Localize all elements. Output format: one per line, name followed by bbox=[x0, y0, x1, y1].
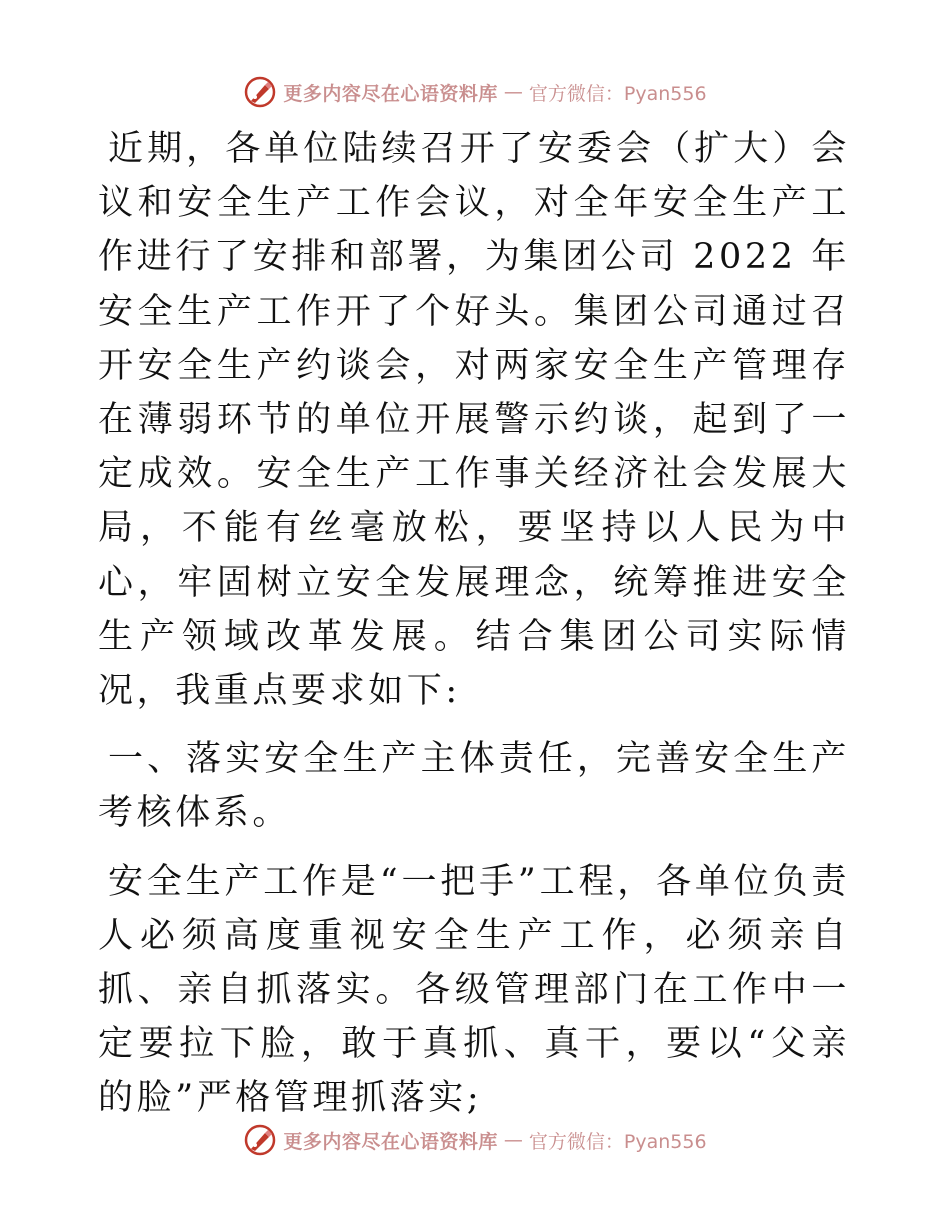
paragraph-intro: 近期，各单位陆续召开了安委会（扩大）会议和安全生产工作会议，对全年安全生产工作进行了安排和部署，为集团公司 2022 年安全生产工作开了个好头。集团公司通过召开安全生产约谈会，对两家安全生产管理存在薄弱环节的单位开展警示约谈，起到了一定成效。安全生产工作事关经济社会发展大局，不能有丝毫放松，要坚持以人民为中心，牢固树立安全发展理念，统筹推进安全生产领域改革发展。结合集团公司实际情况，我重点要求如下: bbox=[98, 129, 850, 712]
section-heading-1: 一、落实安全生产主体责任，完善安全生产考核体系。 bbox=[98, 739, 850, 834]
pen-logo-icon bbox=[243, 1123, 277, 1157]
paragraph-section-1: 安全生产工作是“一把手”工程，各单位负责人必须高度重视安全生产工作，必须亲自抓、亲自抓落实。各级管理部门在工作中一定要拉下脸，敢于真抓、真干，要以“父亲的脸”严格管理抓落实; bbox=[98, 861, 850, 1119]
watermark-dash: — bbox=[503, 1129, 523, 1151]
header-watermark bbox=[0, 72, 950, 112]
watermark-wechat-text: 官方微信：Pyan556 bbox=[528, 82, 707, 105]
pen-logo-icon bbox=[243, 75, 277, 109]
watermark-site-text: 更多内容尽在心语资料库 bbox=[283, 82, 498, 105]
document-body bbox=[98, 122, 850, 1126]
watermark-wechat-text: 官方微信：Pyan556 bbox=[528, 1130, 707, 1153]
watermark-site-text: 更多内容尽在心语资料库 bbox=[283, 1130, 498, 1153]
footer-watermark bbox=[0, 1120, 950, 1160]
watermark-dash: — bbox=[503, 81, 523, 103]
